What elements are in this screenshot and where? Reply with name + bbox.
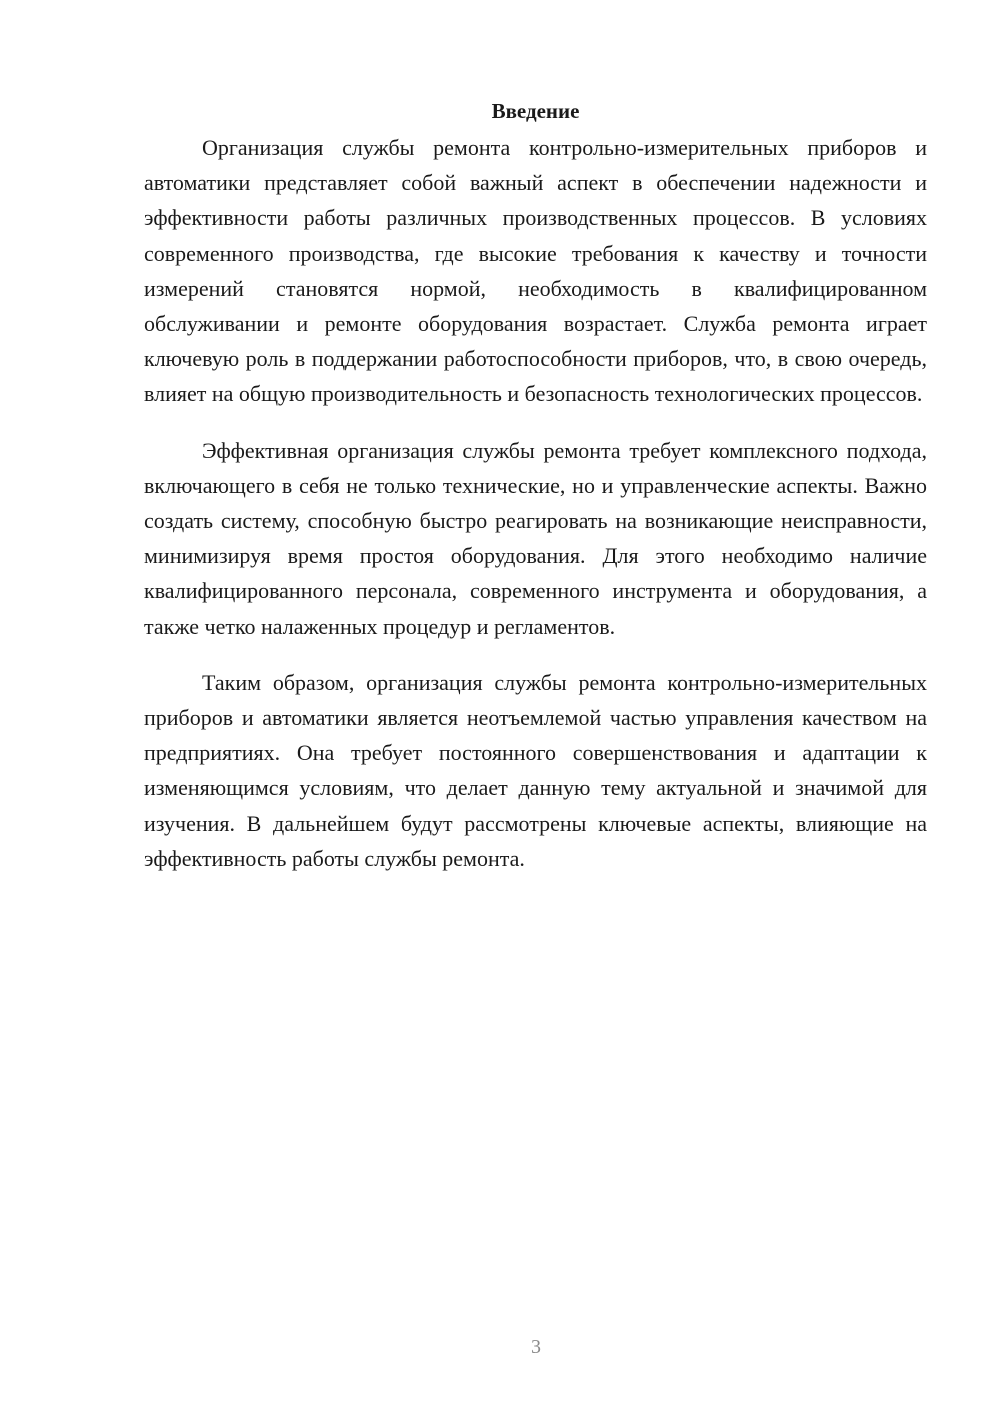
page-number: 3 xyxy=(531,1336,541,1358)
section-heading: Введение xyxy=(491,99,580,123)
paragraph-3: Таким образом, организация службы ремонта контрольно-измерительных приборов и автоматики является неотъемлемой частью управления качеством на предприятиях. Она требует постоянного совершенствования и адаптации к изменяющимся условиям, что делает данную тему актуальной и значимой для изучения. В дальнейшем будут рассмотрены ключевые аспекты, влияющие на эффективность работы службы ремонта. xyxy=(144,669,927,871)
page-content xyxy=(144,96,927,876)
paragraph-2: Эффективная организация службы ремонта требует комплексного подхода, включающего в себя не только технические, но и управленческие аспекты. Важно создать систему, способную быстро реагировать на возникающие неисправности, минимизируя время простоя оборудования. Для этого необходимо наличие квалифицированного персонала, современного инструмента и оборудования, а также четко налаженных процедур и регламентов. xyxy=(144,437,927,639)
paragraph-1: Организация службы ремонта контрольно-измерительных приборов и автоматики представляет собой важный аспект в обеспечении надежности и эффективности работы различных производственных процессов. В условиях современного производства, где высокие требования к качеству и точности измерений становятся нормой, необходимость в квалифицированном обслуживании и ремонте оборудования возрастает. Служба ремонта играет ключевую роль в поддержании работоспособности приборов, что, в свою очередь, влияет на общую производительность и безопасность технологических процессов. xyxy=(144,135,927,407)
